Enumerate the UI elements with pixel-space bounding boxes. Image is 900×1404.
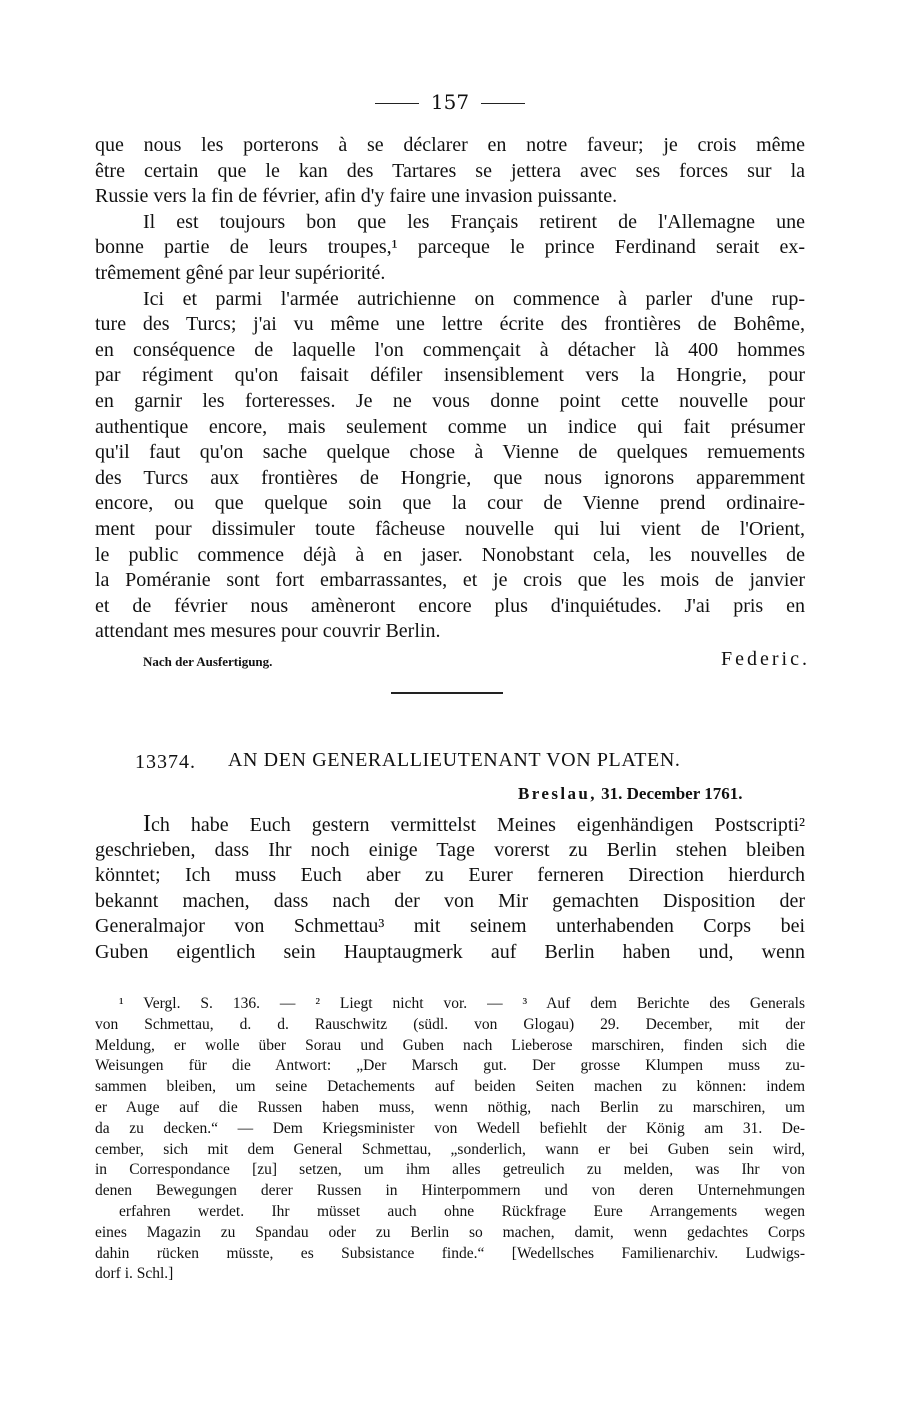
text-line: qu'il faut qu'on sache quelque chose à Vienne de quelques remuements <box>95 441 805 464</box>
text-line: könntet; Ich muss Euch aber zu Eurer ferneren Direction hierdurch <box>95 864 805 887</box>
letter-number: 13374. <box>135 751 196 773</box>
text-line: la Poméranie sont fort embarrassantes, et je crois que les mois de janvier <box>95 569 805 592</box>
footnote-line: denen Bewegungen derer Russen in Hinterpommern und von deren Unternehmungen <box>95 1182 805 1200</box>
text-line: le public commence déjà à en jaser. Nonobstant cela, les nouvelles de <box>95 543 805 566</box>
letter-1-text <box>95 133 805 645</box>
footnotes <box>95 994 805 1285</box>
dateline-place: Breslau, <box>518 784 597 803</box>
text-line: Ich habe Euch gestern vermittelst Meines eigenhändigen Postscripti² <box>143 812 805 837</box>
text-line: authentique encore, mais seulement comme un indice qui fait présumer <box>95 415 805 438</box>
text-line: Guben eigentlich sein Hauptaugmerk auf Berlin haben und, wenn <box>95 940 805 963</box>
letter-1-closing <box>95 648 810 674</box>
page-number-header <box>0 88 900 116</box>
dateline-date: 31. December 1761. <box>601 784 743 803</box>
text-line: et de février nous amèneront encore plus d'inquiétudes. J'ai pris en <box>95 594 805 617</box>
text-line: être certain que le kan des Tartares se jettera avec ses forces sur la <box>95 159 805 182</box>
letter-2-text <box>95 812 805 966</box>
dateline <box>518 784 780 804</box>
text-line: Il est toujours bon que les Français retirent de l'Allemagne une <box>143 210 805 233</box>
text-line: des Turcs aux frontières de Hongrie, que nous ignorons apparemment <box>95 466 805 489</box>
header-rule-left <box>375 103 419 104</box>
text-line: ture des Turcs; j'ai vu même une lettre écrite des frontières de Bohême, <box>95 313 805 336</box>
text-line: encore, ou que quelque soin que la cour de Vienne prend ordinaire- <box>95 492 805 515</box>
text-line: par régiment qu'on faisait défiler insensiblement vers la Hongrie, pour <box>95 364 805 387</box>
footnote-line: dorf i. Schl.] <box>95 1265 174 1283</box>
footnote-line: cember, sich mit dem General Schmettau, „sonderlich, wann er bei Guben sein wird, <box>95 1140 805 1158</box>
footnote-line: Meldung, er wolle über Sorau und Guben nach Lieberose marschiren, finden sich die <box>95 1036 805 1054</box>
text-line: Generalmajor von Schmettau³ mit seinem unterhabenden Corps bei <box>95 915 805 938</box>
signature: Federic. <box>721 648 810 670</box>
footnote-line: da zu decken.“ — Dem Kriegsminister von Wedell befiehlt der König am 31. De- <box>95 1119 805 1137</box>
footnote-line: erfahren werdet. Ihr müsset auch ohne Rückfrage Eure Arrangements wegen <box>119 1202 805 1220</box>
footnote-line: in Correspondance [zu] setzen, um ihm alles getreulich zu melden, was Ihr von <box>95 1161 805 1179</box>
footnote-line: ¹ Vergl. S. 136. — ² Liegt nicht vor. — ³ Auf dem Berichte des Generals <box>119 995 805 1012</box>
header-rule-right <box>481 103 525 104</box>
footnote-line: dahin rücken müsste, es Subsistance finde.“ [Wedellsches Familienarchiv. Ludwigs- <box>95 1244 805 1262</box>
page-number: 157 <box>430 90 470 114</box>
text-line: en garnir les forteresses. Je ne vous donne point cette nouvelle pour <box>95 389 805 412</box>
text-line: bonne partie de leurs troupes,¹ parceque le prince Ferdinand serait ex- <box>95 236 805 259</box>
footnote-line: von Schmettau, d. d. Rauschwitz (südl. von Glogau) 29. December, mit der <box>95 1015 805 1033</box>
text-line: que nous les porterons à se déclarer en notre faveur; je crois même <box>95 134 805 156</box>
text-line: geschrieben, dass Ihr noch einige Tage vorerst zu Berlin stehen bleiben <box>95 838 805 861</box>
text-line: Ici et parmi l'armée autrichienne on commence à parler d'une rup- <box>143 287 805 310</box>
text-line: bekannt machen, dass nach der von Mir gemachten Disposition der <box>95 889 805 912</box>
text-line: trêmement gêné par leur supériorité. <box>95 261 386 284</box>
source-note: Nach der Ausfertigung. <box>143 654 273 669</box>
text-line: en conséquence de laquelle l'on commençait à détacher là 400 hommes <box>95 338 805 361</box>
section-separator <box>391 692 503 694</box>
letter-recipient: AN DEN GENERALLIEUTENANT VON PLATEN. <box>228 749 681 771</box>
footnote-line: Weisungen für die Antwort: „Der Marsch gut. Der grosse Klumpen muss zu- <box>95 1057 805 1075</box>
footnote-line: eines Magazin zu Spandau oder zu Berlin so machen, damit, wenn gedachtes Corps <box>95 1223 805 1241</box>
text-line: Russie vers la fin de février, afin d'y faire une invasion puissante. <box>95 185 618 208</box>
text-line: ment pour dissimuler toute fâcheuse nouvelle qui lui vient de l'Orient, <box>95 517 805 540</box>
footnote-line: er Auge auf die Russen haben muss, wenn nöthig, nach Berlin zu marschiren, um <box>95 1098 805 1116</box>
letter-2-heading <box>135 749 805 777</box>
footnote-line: sammen bleiben, um seine Detachements auf beiden Seiten machen zu können: indem <box>95 1078 805 1096</box>
text-line: attendant mes mesures pour couvrir Berlin. <box>95 620 441 643</box>
